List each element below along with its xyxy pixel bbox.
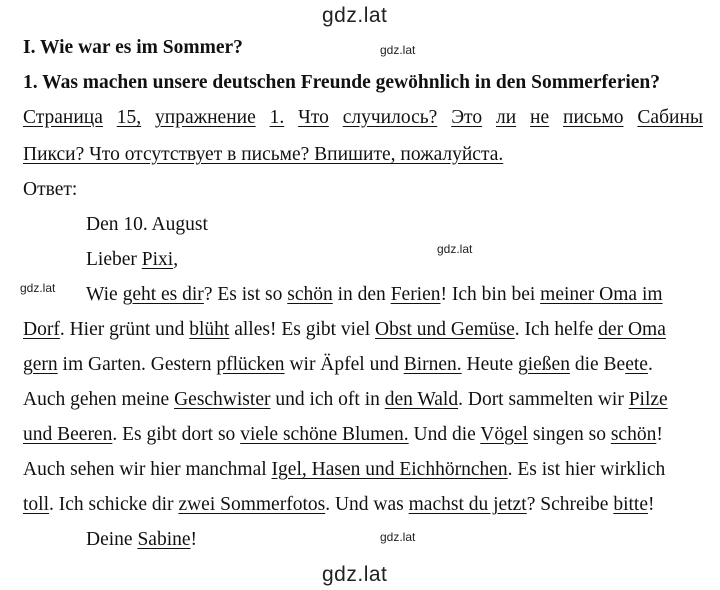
letter-text: ? Es ist so xyxy=(203,284,288,305)
signature-suffix: ! xyxy=(190,529,198,550)
letter-text: wir Äpfel und xyxy=(284,354,404,375)
filled-in-word: pflücken xyxy=(216,354,285,375)
letter-text: Und die xyxy=(408,424,481,445)
filled-in-word: den Wald xyxy=(384,389,459,410)
watermark-left-margin: gdz.lat xyxy=(20,281,56,295)
letter-line xyxy=(23,423,703,447)
task-word: ли xyxy=(495,107,517,128)
letter-line xyxy=(86,283,703,307)
letter-text: alles! Es gibt viel xyxy=(229,319,376,340)
letter-date: Den 10. August xyxy=(86,214,208,235)
filled-in-word: gern xyxy=(23,354,58,375)
letter-text: ? Schreibe xyxy=(526,494,614,515)
letter-text: Heute xyxy=(461,354,518,375)
letter-text: und ich oft in xyxy=(270,389,385,410)
filled-in-word: ete xyxy=(625,354,648,375)
letter-line xyxy=(23,353,703,377)
watermark-top: gdz.lat xyxy=(322,4,388,27)
letter-text: . Es ist hier wirklich xyxy=(507,459,666,480)
watermark-bottom: gdz.lat xyxy=(322,563,388,586)
task-word: случилось? xyxy=(342,107,438,128)
filled-in-word: meiner Oma im xyxy=(540,284,663,305)
letter-text: in den xyxy=(332,284,391,305)
filled-in-word: Ferien xyxy=(390,284,441,305)
letter-text: . Und was xyxy=(325,494,409,515)
filled-in-word: Vögel xyxy=(480,424,528,445)
filled-in-word: geht es dir xyxy=(122,284,204,305)
filled-in-word: bitte xyxy=(613,494,648,515)
filled-in-word: viele schöne Blumen. xyxy=(240,424,409,445)
task-line-2: Пикси? Что отсутствует в письме? Впишите, пожалуйста. xyxy=(23,144,504,165)
task-word: не xyxy=(530,107,550,128)
greeting-suffix: , xyxy=(173,249,179,270)
letter-line xyxy=(23,493,703,517)
filled-in-word: Dorf xyxy=(23,319,60,340)
filled-in-word: Birnen. xyxy=(403,354,462,375)
exercise-title: 1. Was machen unsere deutschen Freunde gewöhnlich in den Sommerferien? xyxy=(23,72,661,93)
task-word: 1. xyxy=(269,107,285,128)
letter-line xyxy=(23,388,703,412)
letter-text: . Hier grünt und xyxy=(59,319,190,340)
letter-text: ! Ich bin bei xyxy=(440,284,541,305)
watermark-signature: gdz.lat xyxy=(380,530,416,544)
task-word: упражнение xyxy=(155,107,256,128)
letter-text: . Ich schicke dir xyxy=(49,494,179,515)
filled-in-word: und Beeren xyxy=(23,424,113,445)
letter-text: ! xyxy=(656,424,663,445)
filled-in-word: Igel, Hasen und Eichhörnchen xyxy=(271,459,508,480)
filled-in-word: schön xyxy=(287,284,333,305)
greeting-prefix: Lieber xyxy=(86,249,142,270)
letter-text: . Dort sammelten wir xyxy=(458,389,629,410)
greeting-name: Pixi xyxy=(141,249,174,270)
filled-in-word: Obst und Gemüse xyxy=(375,319,515,340)
filled-in-word: zwei Sommerfotos xyxy=(178,494,326,515)
task-line-1 xyxy=(23,106,703,130)
letter-greeting xyxy=(86,248,720,272)
letter-text: . Es gibt dort so xyxy=(112,424,241,445)
letter-text: Auch gehen meine xyxy=(23,389,175,410)
task-word: письмо xyxy=(563,107,624,128)
letter-signature xyxy=(86,528,720,552)
letter-text: singen so xyxy=(527,424,611,445)
filled-in-word: schön xyxy=(610,424,657,445)
watermark-heading: gdz.lat xyxy=(380,43,416,57)
task-word: 15, xyxy=(116,107,142,128)
letter-text: . xyxy=(647,354,653,375)
filled-in-word: blüht xyxy=(189,319,230,340)
task-word: Что xyxy=(298,107,329,128)
section-title: I. Wie war es im Sommer? xyxy=(23,37,243,58)
watermark-salutation: gdz.lat xyxy=(437,242,473,256)
answer-label: Ответ: xyxy=(23,179,78,200)
letter-line xyxy=(23,458,703,482)
letter-text: im Garten. Gestern xyxy=(57,354,217,375)
task-word: Страница xyxy=(23,107,103,128)
filled-in-word: machst du jetzt xyxy=(408,494,527,515)
letter-text: ! xyxy=(648,494,655,515)
signature-name: Sabine xyxy=(137,529,191,550)
letter-line xyxy=(23,318,703,342)
task-word: Сабины xyxy=(637,107,703,128)
filled-in-word: Pilze xyxy=(628,389,668,410)
filled-in-word: gießen xyxy=(517,354,570,375)
letter-text: die Be xyxy=(569,354,626,375)
filled-in-word: Geschwister xyxy=(174,389,271,410)
signature-prefix: Deine xyxy=(86,529,138,550)
letter-text: . Ich helfe xyxy=(514,319,599,340)
filled-in-word: toll xyxy=(23,494,50,515)
letter-text: Auch sehen wir hier manchmal xyxy=(23,459,272,480)
filled-in-word: der Oma xyxy=(598,319,666,340)
task-word: Это xyxy=(451,107,483,128)
letter-text: Wie xyxy=(86,284,123,305)
